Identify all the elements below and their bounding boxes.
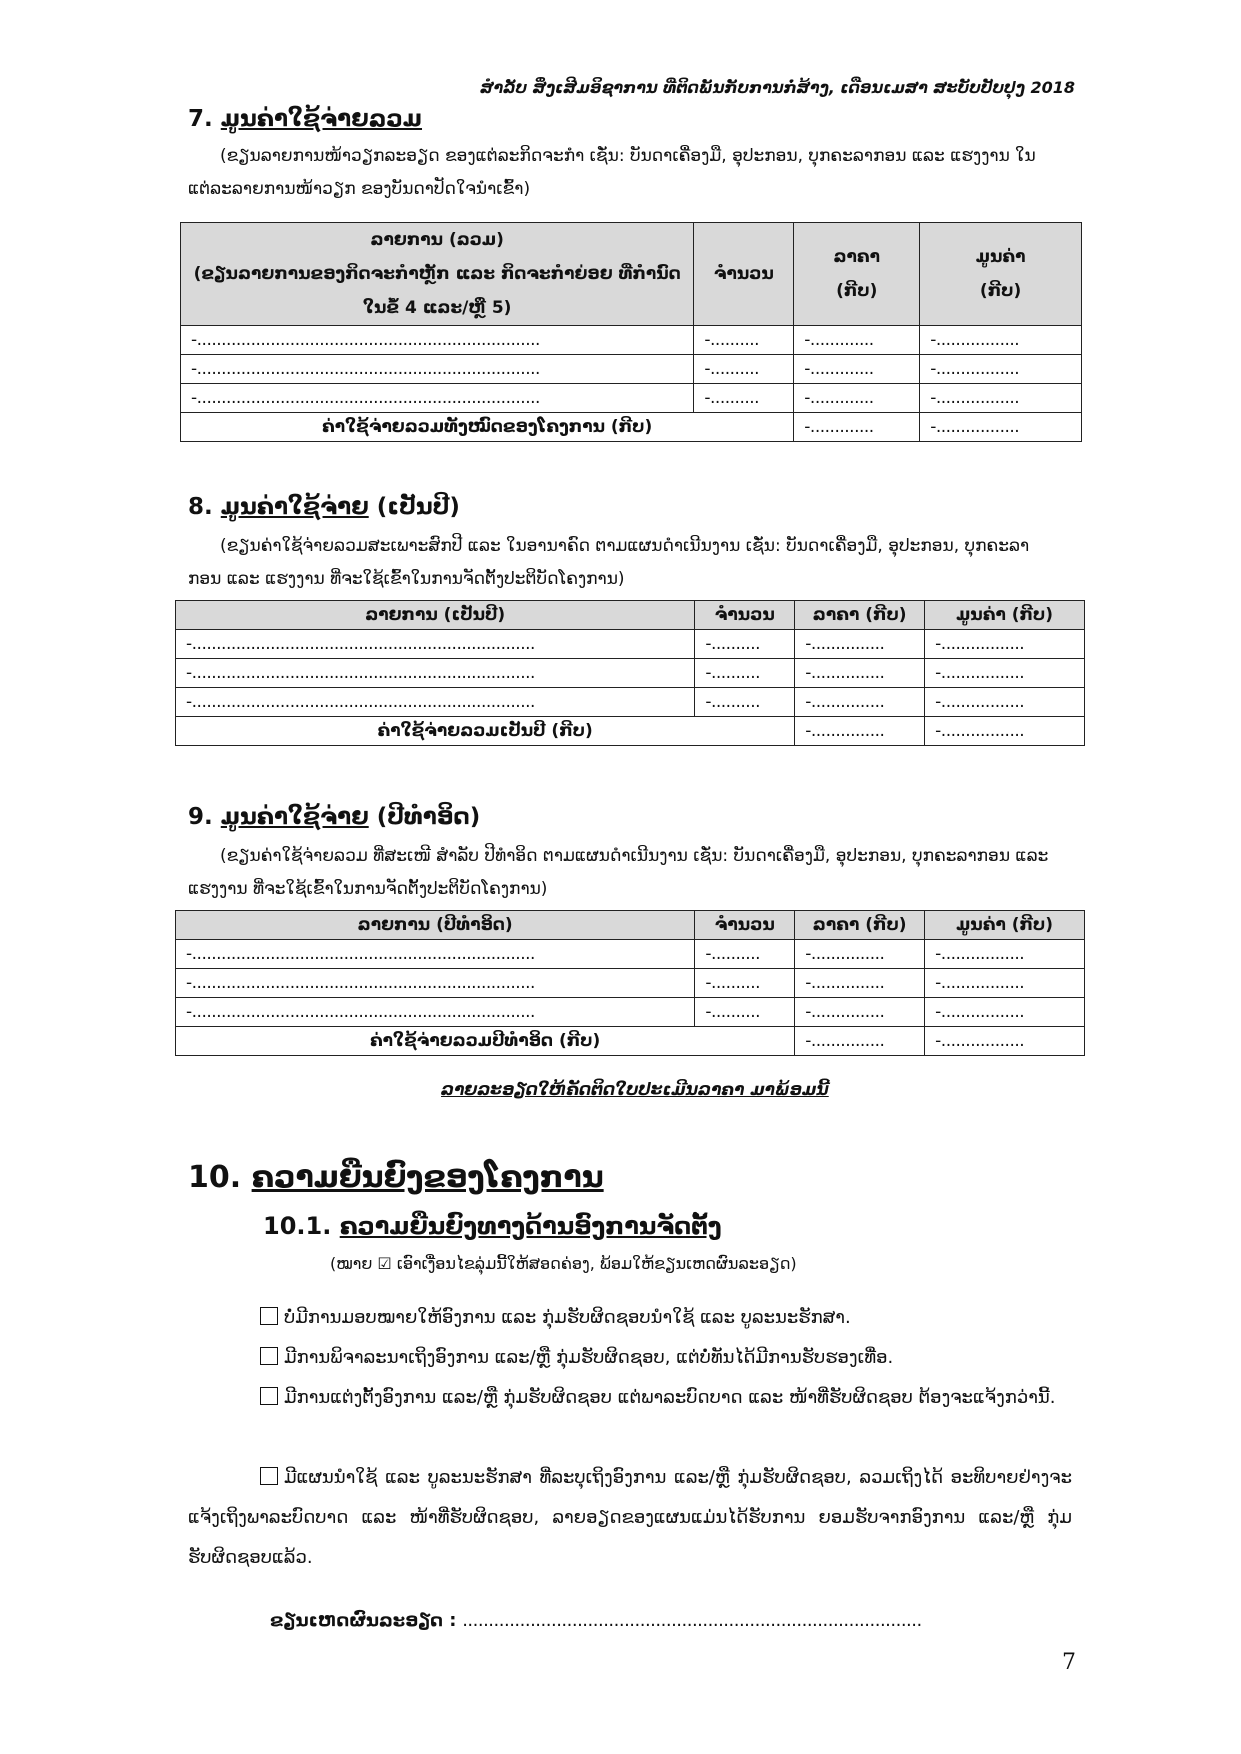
- cell-value[interactable]: -.................: [925, 630, 1085, 659]
- cell-quantity[interactable]: -..........: [695, 940, 795, 969]
- total-value[interactable]: -.................: [925, 1027, 1085, 1056]
- col-item-sublabel: (ຂຽນລາຍການຂອງກິດຈະກຳຫຼັກ ແລະ ກິດຈະກຳຍ່ອຍ ທີ່ກຳນົດ ໃນຂໍ້ 4 ແລະ/ຫຼື 5): [193, 264, 681, 318]
- section-8-description: (ຂຽນຄ່າໃຊ້ຈ່າຍລວມສະເພາະສົກປີ ແລະ ໃນອານາຄົດ ຕາມແຜນດຳເນີນງານ ເຊັ່ນ: ບັນດາເຄື່ອງມື, ອຸປະກອນ, ບຸກຄະລາກອນ ແລະ ແຮງງານ ທີ່ຈະໃຊ້ເຂົ້າໃນການຈັດຕັ້ງປະຕິບັດໂຄງການ): [188, 536, 1030, 589]
- section-7-title: [188, 106, 422, 132]
- option-4-text: ມີແຜນນຳໃຊ້ ແລະ ບູລະນະຮັກສາ ທີ່ລະບຸເຖິງອົງການ ແລະ/ຫຼື ກຸ່ມຮັບຜິດຊອບ, ລວມເຖິງໄດ້ ອະທິບາຍຢ່າງຈະແຈ້ງເຖິງພາລະບົດບາດ ແລະ ໜ້າທີ່ຮັບຜິດຊອບ, ລາຍອຽດຂອງແຜນແມ່ນໄດ້ຮັບການ ຍອມຮັບຈາກອົງການ ແລະ/ຫຼື ກຸ່ມຮັບຜິດຊອບແລ້ວ.: [188, 1467, 1072, 1568]
- cell-value[interactable]: -.................: [920, 384, 1082, 413]
- col-item: [181, 223, 694, 326]
- reason-field: [270, 1610, 922, 1631]
- cell-quantity[interactable]: -..........: [694, 384, 794, 413]
- cell-value[interactable]: -.................: [925, 998, 1085, 1027]
- total-value[interactable]: -.................: [925, 717, 1085, 746]
- col-quantity: [694, 223, 794, 326]
- section-9-number: 9.: [188, 804, 213, 830]
- cell-item[interactable]: -......................................................................: [176, 659, 695, 688]
- section-10-1-heading: ຄວາມຍືນຍົງທາງດ້ານອົງການຈັດຕັ້ງ: [339, 1212, 722, 1240]
- col-value-label: ມູນຄ່າ (ກີບ): [975, 247, 1026, 301]
- option-1: [188, 1298, 1072, 1338]
- col-quantity: ຈຳນວນ: [695, 601, 795, 630]
- table-row: [176, 969, 1085, 998]
- col-price: ລາຄາ (ກີບ): [795, 601, 925, 630]
- option-1-text: ບໍ່ມີການມອບໝາຍໃຫ້ອົງການ ແລະ ກຸ່ມຮັບຜິດຊອບນຳໃຊ້ ແລະ ບູລະນະຮັກສາ.: [284, 1307, 851, 1328]
- reason-input[interactable]: ........................................................................................: [462, 1610, 922, 1631]
- price-estimate-note: ລາຍລະອຽດໃຫ້ຄັດຕິດໃບປະເມີນລາຄາ ມາພ້ອມນີ້: [441, 1080, 829, 1100]
- section-7-number: 7.: [188, 106, 213, 132]
- col-value: [920, 223, 1082, 326]
- section-10-heading: ຄວາມຍືນຍົງຂອງໂຄງການ: [251, 1160, 604, 1195]
- col-item: ລາຍການ (ປີທຳອິດ): [176, 911, 695, 940]
- cell-price[interactable]: -.............: [794, 384, 920, 413]
- cell-value[interactable]: -.................: [925, 940, 1085, 969]
- checkbox-hint: (ໝາຍ ☑ ເອົາເງື່ອນໄຂລຸ່ມນີ້ໃຫ້ສອດຄ່ອງ, ພ້ອມໃຫ້ຂຽນເຫດຜົນລະອຽດ): [330, 1254, 797, 1273]
- cell-price[interactable]: -.............: [794, 355, 920, 384]
- cell-price[interactable]: -.............: [794, 326, 920, 355]
- col-quantity-label: ຈຳນວນ: [713, 264, 774, 284]
- cell-quantity[interactable]: -..........: [695, 630, 795, 659]
- table-total-cost: [180, 222, 1082, 442]
- cell-quantity[interactable]: -..........: [695, 659, 795, 688]
- section-8-number: 8.: [188, 494, 213, 520]
- col-value: ມູນຄ່າ (ກີບ): [925, 601, 1085, 630]
- col-price: [794, 223, 920, 326]
- col-item-label: ລາຍການ (ລວມ): [370, 230, 504, 250]
- cell-quantity[interactable]: -..........: [695, 998, 795, 1027]
- section-9-heading: ມູນຄ່າໃຊ້ຈ່າຍ: [220, 804, 369, 830]
- header-note: ສຳລັບ ສິ່ງເສີມອິຊາການ ທີ່ຕິດພັນກັບການກໍ່ສ້າງ, ເດືອນເມສາ ສະບັບປັບປຸງ 2018: [480, 78, 1075, 97]
- table-total-row: [176, 1027, 1085, 1056]
- cell-price[interactable]: -...............: [795, 688, 925, 717]
- table-first-year-cost: [175, 910, 1085, 1056]
- table-row: [176, 940, 1085, 969]
- section-7-description: (ຂຽນລາຍການໜ້າວຽກລະອຽດ ຂອງແຕ່ລະກິດຈະກຳ ເຊັ່ນ: ບັນດາເຄື່ອງມື, ອຸປະກອນ, ບຸກຄະລາກອນ ແລະ ແຮງງານ ໃນແຕ່ລະລາຍການໜ້າວຽກ ຂອງບັນດາປັດໃຈນໍາເຂົ້າ): [188, 146, 1036, 199]
- checkbox-option-4[interactable]: [260, 1467, 278, 1485]
- table-row: [181, 326, 1082, 355]
- section-8-title: [188, 494, 460, 520]
- table-total-row: [181, 413, 1082, 442]
- table-total-row: [176, 717, 1085, 746]
- cell-price[interactable]: -...............: [795, 659, 925, 688]
- option-2: [188, 1338, 1072, 1378]
- cell-item[interactable]: -......................................................................: [181, 355, 694, 384]
- section-10-number: 10.: [188, 1160, 242, 1195]
- table-row: [176, 630, 1085, 659]
- total-price[interactable]: -.............: [794, 413, 920, 442]
- cell-item[interactable]: -......................................................................: [176, 940, 695, 969]
- option-3: [188, 1378, 1072, 1418]
- cell-value[interactable]: -.................: [925, 688, 1085, 717]
- col-quantity: ຈຳນວນ: [695, 911, 795, 940]
- cell-value[interactable]: -.................: [920, 355, 1082, 384]
- col-value: ມູນຄ່າ (ກີບ): [925, 911, 1085, 940]
- table-row: [181, 355, 1082, 384]
- cell-quantity[interactable]: -..........: [694, 326, 794, 355]
- cell-item[interactable]: -......................................................................: [181, 326, 694, 355]
- section-10-title: [188, 1160, 604, 1195]
- section-10-1-title: [263, 1212, 722, 1240]
- cell-price[interactable]: -...............: [795, 630, 925, 659]
- option-3-text: ມີການແຕ່ງຕັ້ງອົງການ ແລະ/ຫຼື ກຸ່ມຮັບຜິດຊອບ ແຕ່ພາລະບົດບາດ ແລະ ໜ້າທີ່ຮັບຜິດຊອບ ຕ້ອງຈະແຈ້ງກວ່ານີ້.: [284, 1387, 1056, 1408]
- total-label: ຄ່າໃຊ້ຈ່າຍລວມເປັນປີ (ກີບ): [176, 717, 795, 746]
- option-2-text: ມີການພິຈາລະນາເຖິງອົງການ ແລະ/ຫຼື ກຸ່ມຮັບຜິດຊອບ, ແຕ່ບໍ່ທັນໄດ້ມີການຮັບຮອງເທື່ອ.: [284, 1347, 894, 1368]
- cell-quantity[interactable]: -..........: [695, 688, 795, 717]
- reason-label: ຂຽນເຫດຜົນລະອຽດ :: [270, 1610, 457, 1631]
- table-row: [176, 998, 1085, 1027]
- section-8-heading-tail: (ເປັນປີ): [376, 494, 460, 520]
- option-4: [188, 1458, 1072, 1578]
- table-row: [181, 384, 1082, 413]
- section-7-heading: ມູນຄ່າໃຊ້ຈ່າຍລວມ: [220, 106, 423, 132]
- total-price[interactable]: -...............: [795, 1027, 925, 1056]
- cell-price[interactable]: -...............: [795, 998, 925, 1027]
- cell-item[interactable]: -......................................................................: [181, 384, 694, 413]
- table-row: [176, 659, 1085, 688]
- total-label: ຄ່າໃຊ້ຈ່າຍລວມທັງໝົດຂອງໂຄງການ (ກີບ): [181, 413, 794, 442]
- table-row: [176, 688, 1085, 717]
- cell-item[interactable]: -......................................................................: [176, 969, 695, 998]
- cell-item[interactable]: -......................................................................: [176, 630, 695, 659]
- section-9-description: (ຂຽນຄ່າໃຊ້ຈ່າຍລວມ ທີ່ສະເໜີ ສຳລັບ ປີທຳອິດ ຕາມແຜນດຳເນີນງານ ເຊັ່ນ: ບັນດາເຄື່ອງມື, ອຸປະກອນ, ບຸກຄະລາກອນ ແລະ ແຮງງານ ທີ່ຈະໃຊ້ເຂົ້າໃນການຈັດຕັ້ງປະຕິບັດໂຄງການ): [188, 846, 1049, 899]
- section-9-heading-tail: (ປີທຳອິດ): [376, 804, 481, 830]
- col-price: ລາຄາ (ກີບ): [795, 911, 925, 940]
- col-price-label: ລາຄາ (ກີບ): [833, 247, 880, 301]
- checkbox-option-3[interactable]: [260, 1387, 278, 1405]
- cell-item[interactable]: -......................................................................: [176, 688, 695, 717]
- cell-price[interactable]: -...............: [795, 940, 925, 969]
- cell-value[interactable]: -.................: [920, 326, 1082, 355]
- cell-value[interactable]: -.................: [925, 969, 1085, 998]
- total-value[interactable]: -.................: [920, 413, 1082, 442]
- page-number: 7: [1062, 1650, 1076, 1675]
- cell-item[interactable]: -......................................................................: [176, 998, 695, 1027]
- total-label: ຄ່າໃຊ້ຈ່າຍລວມປີທຳອິດ (ກີບ): [176, 1027, 795, 1056]
- cell-quantity[interactable]: -..........: [694, 355, 794, 384]
- section-8-heading: ມູນຄ່າໃຊ້ຈ່າຍ: [220, 494, 369, 520]
- cell-value[interactable]: -.................: [925, 659, 1085, 688]
- section-10-1-number: 10.1.: [263, 1212, 332, 1240]
- checkbox-option-1[interactable]: [260, 1307, 278, 1325]
- table-annual-cost: [175, 600, 1085, 746]
- cell-price[interactable]: -...............: [795, 969, 925, 998]
- cell-quantity[interactable]: -..........: [695, 969, 795, 998]
- col-item: ລາຍການ (ເປັນປີ): [176, 601, 695, 630]
- section-9-title: [188, 804, 480, 830]
- checkbox-option-2[interactable]: [260, 1347, 278, 1365]
- total-price[interactable]: -...............: [795, 717, 925, 746]
